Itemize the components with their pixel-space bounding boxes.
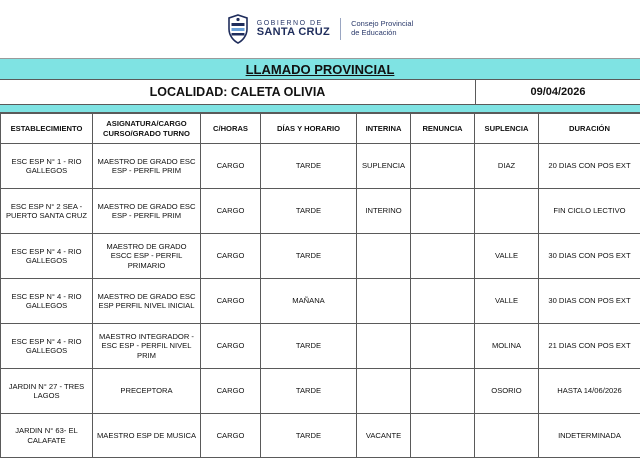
cell-asignatura: MAESTRO DE GRADO ESCC ESP - PERFIL PRIMARIO <box>93 234 201 279</box>
localidad-label: LOCALIDAD: CALETA OLIVIA <box>0 80 476 104</box>
cell-interina: INTERINO <box>357 189 411 234</box>
gov-brand <box>257 20 330 38</box>
cell-dias: TARDE <box>261 324 357 369</box>
table-row <box>1 324 640 369</box>
table-header-row <box>1 114 640 144</box>
cell-suplencia: VALLE <box>475 234 539 279</box>
document-title: LLAMADO PROVINCIAL <box>245 61 395 77</box>
document-date: 09/04/2026 <box>530 86 586 98</box>
cell-dias: TARDE <box>261 414 357 458</box>
provincial-seal-icon <box>227 14 249 44</box>
cell-renuncia <box>411 234 475 279</box>
cell-duracion: 21 DIAS CON POS EXT <box>539 324 640 369</box>
cell-interina: SUPLENCIA <box>357 144 411 189</box>
col-header-duracion: DURACIÓN <box>539 114 640 144</box>
cell-dias: TARDE <box>261 189 357 234</box>
col-header-dias: DÍAS Y HORARIO <box>261 114 357 144</box>
cell-horas: CARGO <box>201 234 261 279</box>
consejo-brand <box>351 20 413 37</box>
title-band <box>0 59 640 80</box>
cell-duracion: FIN CICLO LECTIVO <box>539 189 640 234</box>
col-header-asignatura-line2: CURSO/GRADO TURNO <box>103 128 190 138</box>
cell-suplencia: DIAZ <box>475 144 539 189</box>
cell-renuncia <box>411 279 475 324</box>
cell-asignatura: MAESTRO DE GRADO ESC ESP - PERFIL PRIM <box>93 189 201 234</box>
location-row <box>0 80 640 105</box>
table-row <box>1 279 640 324</box>
cell-asignatura: MAESTRO DE GRADO ESC ESP PERFIL NIVEL INICIAL <box>93 279 201 324</box>
cell-suplencia: VALLE <box>475 279 539 324</box>
col-header-establecimiento: ESTABLECIMIENTO <box>1 114 93 144</box>
table-row <box>1 234 640 279</box>
col-header-horas: C/HORAS <box>201 114 261 144</box>
cell-horas: CARGO <box>201 279 261 324</box>
spacer-band <box>0 105 640 113</box>
table-row <box>1 369 640 414</box>
cell-interina <box>357 369 411 414</box>
table-row <box>1 189 640 234</box>
cell-establecimiento: ESC ESP N° 2 SEA - PUERTO SANTA CRUZ <box>1 189 93 234</box>
gov-brand-line1: GOBIERNO DE <box>256 20 323 27</box>
cell-asignatura: PRECEPTORA <box>93 369 201 414</box>
col-header-interina: INTERINA <box>357 114 411 144</box>
cell-establecimiento: ESC ESP N° 4 - RIO GALLEGOS <box>1 324 93 369</box>
cell-renuncia <box>411 414 475 458</box>
cell-establecimiento: JARDIN N° 63- EL CALAFATE <box>1 414 93 458</box>
cell-asignatura: MAESTRO ESP DE MUSICA <box>93 414 201 458</box>
cell-interina <box>357 279 411 324</box>
cell-suplencia: MOLINA <box>475 324 539 369</box>
vacancies-table <box>0 113 640 458</box>
cell-suplencia <box>475 189 539 234</box>
cell-dias: TARDE <box>261 369 357 414</box>
cell-renuncia <box>411 369 475 414</box>
cell-renuncia <box>411 324 475 369</box>
cell-asignatura: MAESTRO INTEGRADOR - ESC ESP - PERFIL NIVEL PRIM <box>93 324 201 369</box>
cell-interina <box>357 234 411 279</box>
col-header-asignatura <box>93 114 201 144</box>
cell-establecimiento: ESC ESP N° 4 - RIO GALLEGOS <box>1 234 93 279</box>
cell-duracion: 30 DIAS CON POS EXT <box>539 234 640 279</box>
cell-duracion: HASTA 14/06/2026 <box>539 369 640 414</box>
cell-horas: CARGO <box>201 414 261 458</box>
cell-horas: CARGO <box>201 324 261 369</box>
cell-establecimiento: ESC ESP N° 1 - RIO GALLEGOS <box>1 144 93 189</box>
consejo-line1: Consejo Provincial <box>351 19 414 29</box>
cell-duracion: 20 DIAS CON POS EXT <box>539 144 640 189</box>
cell-duracion: INDETERMINADA <box>539 414 640 458</box>
cell-interina: VACANTE <box>357 414 411 458</box>
cell-establecimiento: JARDIN N° 27 - TRES LAGOS <box>1 369 93 414</box>
cell-suplencia: OSORIO <box>475 369 539 414</box>
col-header-suplencia: SUPLENCIA <box>475 114 539 144</box>
cell-horas: CARGO <box>201 369 261 414</box>
header-logo-area <box>0 0 640 59</box>
header-divider <box>340 18 341 40</box>
cell-duracion: 30 DIAS CON POS EXT <box>539 279 640 324</box>
table-row <box>1 144 640 189</box>
cell-establecimiento: ESC ESP N° 4 - RIO GALLEGOS <box>1 279 93 324</box>
table-row <box>1 414 640 458</box>
col-header-asignatura-line1: ASIGNATURA/CARGO <box>106 119 187 129</box>
col-header-renuncia: RENUNCIA <box>411 114 475 144</box>
cell-horas: CARGO <box>201 189 261 234</box>
cell-dias: TARDE <box>261 144 357 189</box>
cell-interina <box>357 324 411 369</box>
gov-brand-line2: SANTA CRUZ <box>256 26 331 38</box>
cell-renuncia <box>411 144 475 189</box>
cell-renuncia <box>411 189 475 234</box>
cell-horas: CARGO <box>201 144 261 189</box>
cell-dias: TARDE <box>261 234 357 279</box>
cell-dias: MAÑANA <box>261 279 357 324</box>
cell-suplencia <box>475 414 539 458</box>
consejo-line2: de Educación <box>351 28 397 37</box>
cell-asignatura: MAESTRO DE GRADO ESC ESP - PERFIL PRIM <box>93 144 201 189</box>
